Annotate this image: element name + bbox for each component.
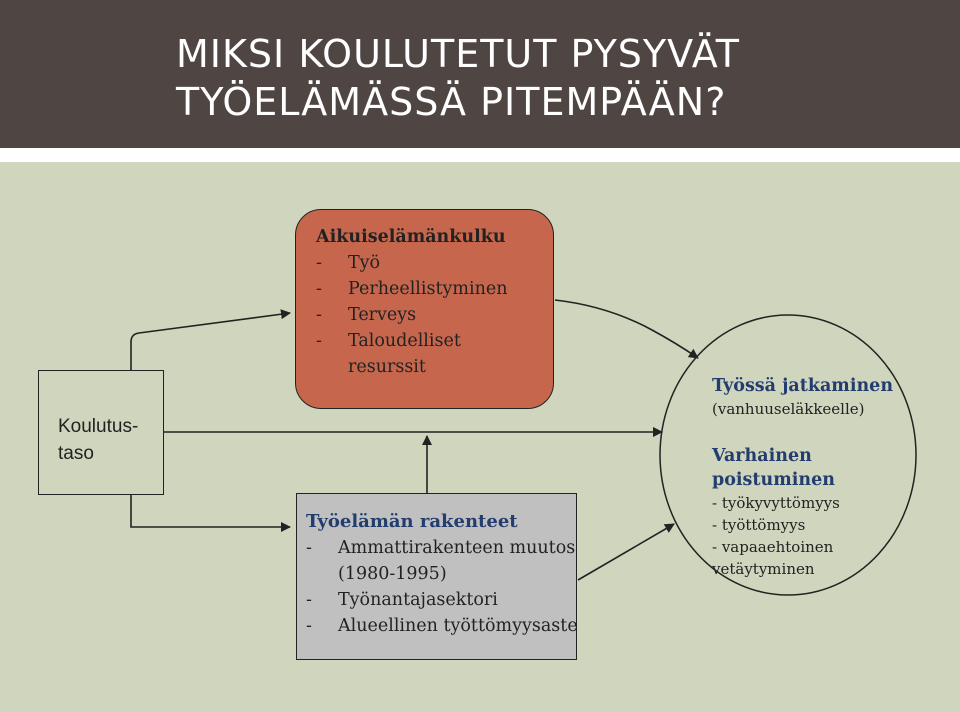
work-structure-text (306, 509, 578, 639)
arrow-education-to-structure (131, 495, 290, 527)
outcome-heading-continue: Työssä jatkaminen (712, 376, 894, 396)
title-line-1: MIKSI KOULUTETUT PYSYVÄT (176, 32, 740, 76)
outcome-item: vetäytyminen (712, 560, 815, 578)
life-course-heading: Aikuiselämänkulku (316, 227, 506, 247)
outcome-subtext-continue: (vanhuuseläkkeelle) (712, 400, 865, 418)
life-course-item-text: Perheellistyminen (348, 279, 508, 299)
outcome-spacer (712, 420, 893, 444)
life-course-item (316, 302, 507, 328)
outcome-text (712, 374, 893, 580)
life-course-item-text: Työ (348, 253, 381, 273)
title-line-2: TYÖELÄMÄSSÄ PITEMPÄÄN? (176, 80, 727, 124)
arrow-education-to-life (131, 313, 290, 371)
work-structure-item (306, 613, 578, 639)
education-label (58, 413, 138, 467)
work-structure-item-text: Työnantajasektori (338, 590, 498, 610)
life-course-item (316, 250, 507, 276)
outcome-item: - vapaaehtoinen (712, 538, 834, 556)
bullet-dash: - (316, 305, 322, 325)
bullet-dash: - (306, 590, 312, 610)
life-course-item (316, 276, 507, 302)
arrow-life-to-outcome (555, 300, 698, 358)
bullet-dash: - (306, 616, 312, 636)
work-structure-item (306, 535, 578, 561)
bullet-dash: - (306, 538, 312, 558)
education-label-line-2: taso (58, 443, 94, 464)
work-structure-heading: Työelämän rakenteet (306, 511, 518, 532)
bullet-dash: - (316, 279, 322, 299)
life-course-text (316, 224, 507, 380)
education-label-line-1: Koulutus- (58, 416, 139, 437)
arrow-structure-to-outcome (578, 524, 674, 580)
work-structure-item-continuation: (1980-1995) (338, 564, 447, 584)
life-course-item-text: Terveys (348, 305, 417, 325)
outcome-heading-early-line-2: poistuminen (712, 470, 835, 490)
outcome-heading-early-line-1: Varhainen (712, 446, 812, 466)
life-course-item-continuation: resurssit (348, 357, 426, 377)
bullet-dash: - (316, 331, 322, 351)
work-structure-item-text: Ammattirakenteen muutos (338, 538, 576, 558)
work-structure-item (306, 587, 578, 613)
life-course-item-text: Taloudelliset (348, 331, 461, 351)
outcome-item: - työttömyys (712, 516, 806, 534)
outcome-item: - työkyvyttömyys (712, 494, 840, 512)
life-course-item (316, 328, 507, 354)
bullet-dash: - (316, 253, 322, 273)
work-structure-item-text: Alueellinen työttömyysaste (338, 616, 578, 636)
